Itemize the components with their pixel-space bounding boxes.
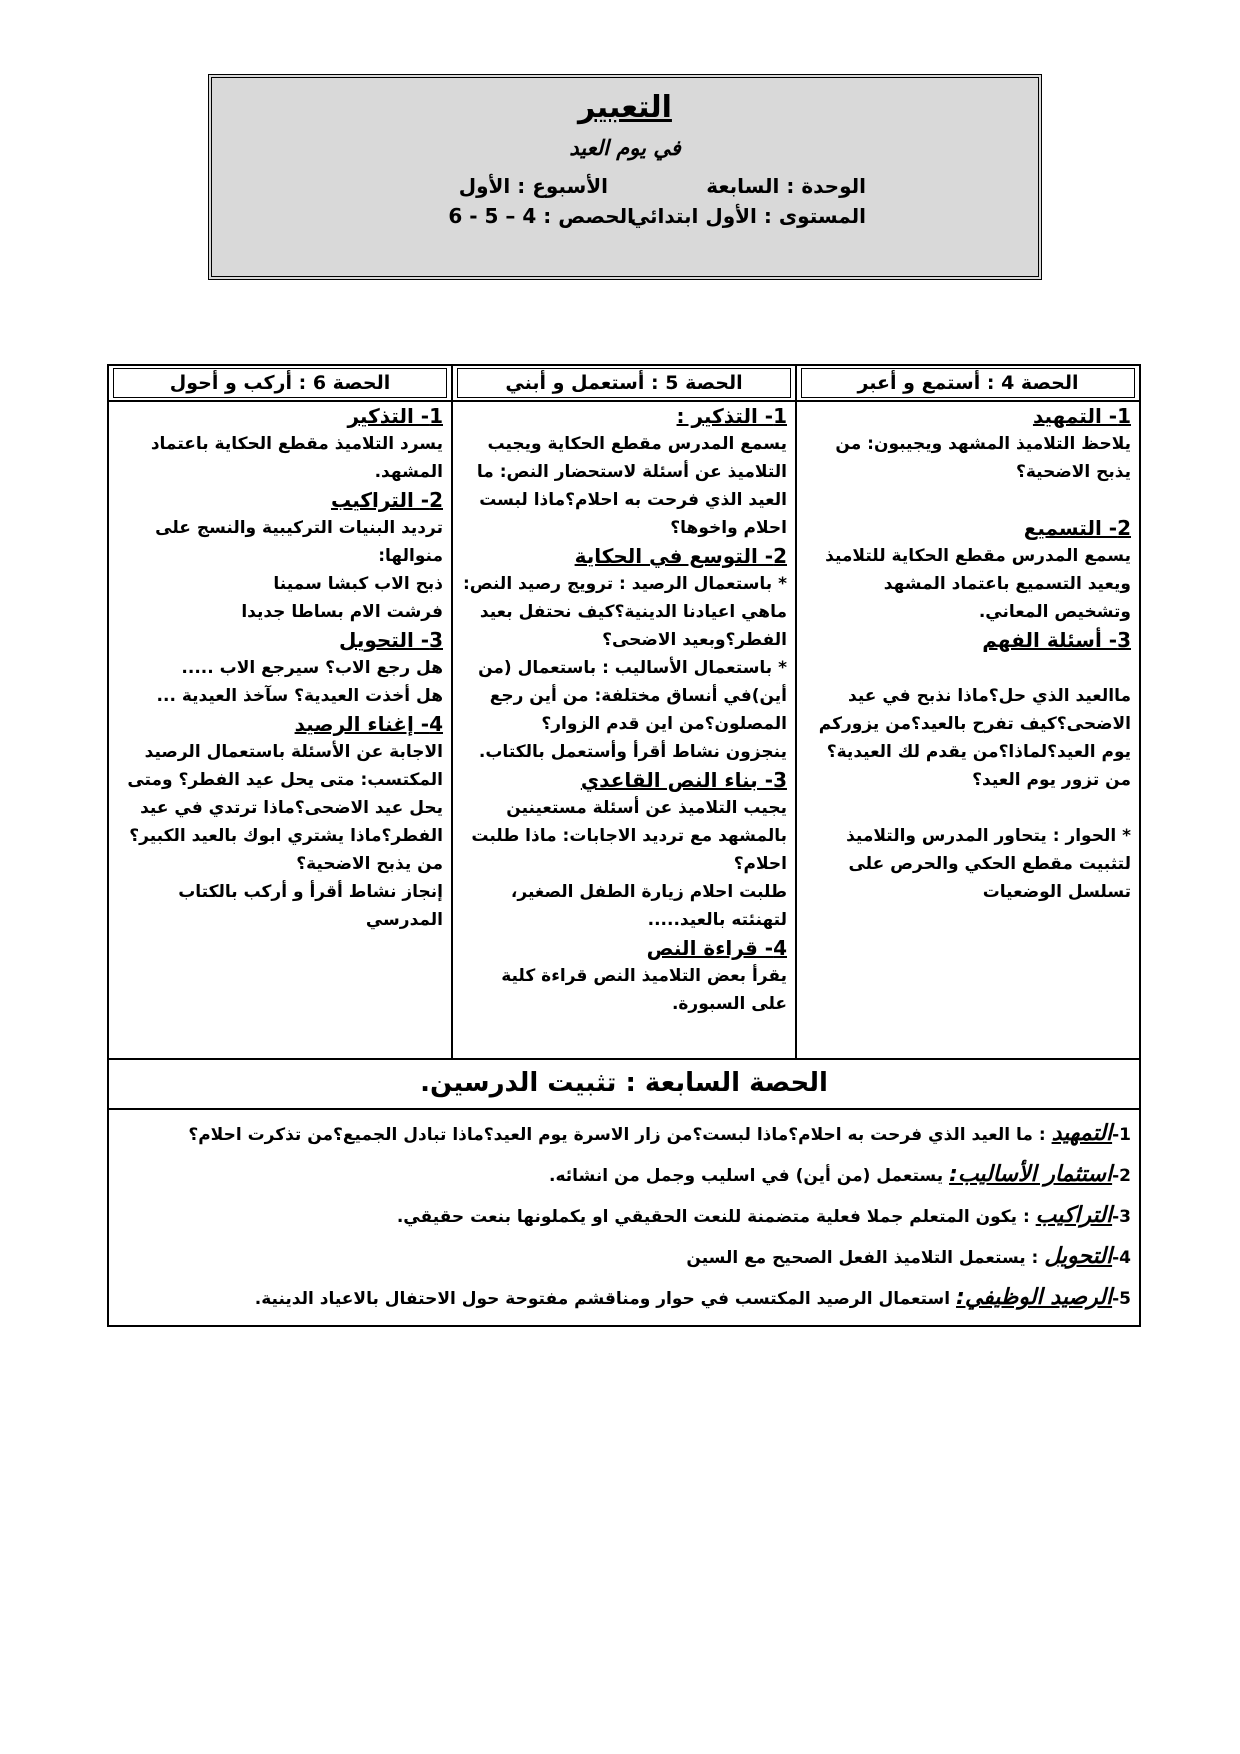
c6-s4-title: 4- إغناء الرصيد <box>294 712 443 736</box>
seventh-row: 5-الرصيد الوظيفي: استعمال الرصيد المكتسب في حوار ومناقشم مفتوحة حول الاحتفال بالاعياد الدينية. <box>254 1285 1131 1310</box>
c4-s4-text: * الحوار : يتحاور المدرس والتلاميذ لتثبيت مقطع الحكي والحرص على تسلسل الوضعيات <box>846 826 1131 902</box>
c6-s4-text: الاجابة عن الأسئلة باستعمال الرصيد المكتسب: متى يحل عيد الفطر؟ ومتى يحل عيد الاضحى؟ماذا ترتدي في عيد الفطر؟ماذا يشتري ابوك بالعيد الكبير؟ من يذبح الاضحية؟ <box>127 742 443 874</box>
c6-s4-text2: إنجاز نشاط أقرأ و أركب بالكتاب المدرسي <box>178 882 443 930</box>
c5-s4-title: 4- قراءة النص <box>646 936 787 960</box>
c6-s1-title: 1- التذكير <box>347 404 443 428</box>
c5-s3-title: 3- بناء النص القاعدي <box>580 768 787 792</box>
c6-s3-ex2: هل أخذت العيدية؟ سآخذ العيدية ... <box>156 686 443 706</box>
seventh-row: 2-استثمار الأساليب: يستعمل (من أين) في اسليب وجمل من انشائه. <box>548 1162 1131 1187</box>
c5-s1-title: 1- التذكير : <box>676 404 787 428</box>
seventh-row: 4-التحويل : يستعمل التلاميذ الفعل الصحيح مع السين <box>686 1244 1131 1269</box>
c6-s2-title: 2- التراكيب <box>331 488 443 512</box>
unit-label: الوحدة : السابعة <box>706 174 866 198</box>
level-label: المستوى : الأول ابتدائي <box>629 204 866 228</box>
c5-s3-text: يجيب التلاميذ عن أسئلة مستعينين بالمشهد مع ترديد الاجابات: ماذا طلبت احلام؟ <box>471 798 787 874</box>
c5-s2-text2: * باستعمال الأساليب : باستعمال (من أين)في أنساق مختلفة: من أين رجع المصلون؟من اين قدم الزوار؟ <box>478 658 787 734</box>
seventh-session-body <box>108 1109 1140 1326</box>
c4-s3-text: ماالعيد الذي حل؟ماذا نذبح في عيد الاضحى؟كيف تفرح بالعيد؟من يزوركم يوم العيد؟لماذا؟من يقدم لك العيدية؟من تزور يوم العيد؟ <box>818 686 1131 790</box>
c5-s2-text3: ينجزون نشاط أقرأ وأستعمل بالكتاب. <box>478 742 787 762</box>
seventh-row: 3-التراكيب : يكون المتعلم جملا فعلية متضمنة للنعت الحقيقي او يكملونها بنعت حقيقي. <box>396 1203 1131 1228</box>
c6-s2-ex2: فرشت الام بساطا جديدا <box>241 602 443 622</box>
c6-s3-title: 3- التحويل <box>338 628 443 652</box>
seventh-session-title: الحصة السابعة : تثبيت الدرسين. <box>108 1059 1140 1109</box>
col-header-4: الحصة 4 : أستمع و أعبر <box>796 365 1140 401</box>
c5-s4-text: يقرأ بعض التلاميذ النص قراءة كلية على السبورة. <box>501 966 787 1014</box>
page-subtitle: في يوم العيد <box>569 136 681 160</box>
c4-s3-title: 3- أسئلة الفهم <box>982 628 1131 652</box>
seventh-row: 1-التمهيد : ما العيد الذي فرحت به احلام؟ماذا لبست؟من زار الاسرة يوم العيد؟ماذا تبادل الجميع؟من تذكرت احلام؟ <box>188 1121 1131 1146</box>
col-4-content <box>796 401 1140 1059</box>
c6-s3-ex1: هل رجع الاب؟ سيرجع الاب ..... <box>181 658 443 678</box>
col-header-6: الحصة 6 : أركب و أحول <box>108 365 452 401</box>
c4-s1-title: 1- التمهيد <box>1032 404 1131 428</box>
c5-s3-text2: طلبت احلام زيارة الطفل الصغير، لتهنئته بالعيد..... <box>510 882 787 930</box>
c4-s2-text: يسمع المدرس مقطع الحكاية للتلاميذ ويعيد التسميع باعتماد المشهد وتشخيص المعاني. <box>825 546 1131 622</box>
c5-s1-text: يسمع المدرس مقطع الحكاية ويجيب التلاميذ عن أسئلة لاستحضار النص: ما العيد الذي فرحت به احلام؟ماذا لبست احلام واخوها؟ <box>476 434 787 538</box>
lesson-table <box>107 364 1141 1327</box>
page-title: التعبير <box>578 90 672 125</box>
c4-s2-title: 2- التسميع <box>1023 516 1131 540</box>
col-header-5: الحصة 5 : أستعمل و أبني <box>452 365 796 401</box>
c6-s2-text: ترديد البنيات التركيبية والنسج على منوالها: <box>155 518 443 566</box>
header-box <box>208 74 1042 280</box>
c4-s1-text: يلاحظ التلاميذ المشهد ويجيبون: من يذبح الاضحية؟ <box>835 434 1131 482</box>
c5-s2-text1: * باستعمال الرصيد : ترويج رصيد النص: ماهي اعيادنا الدينية؟كيف نحتفل بعيد الفطر؟وبعيد الاضحى؟ <box>463 574 787 650</box>
week-label: الأسبوع : الأول <box>458 174 608 198</box>
c6-s2-ex1: ذبح الاب كبشا سمينا <box>273 574 443 594</box>
col-6-content <box>108 401 452 1059</box>
c6-s1-text: يسرد التلاميذ مقطع الحكاية باعتماد المشهد. <box>150 434 443 482</box>
col-5-content <box>452 401 796 1059</box>
c5-s2-title: 2- التوسع في الحكاية <box>574 544 787 568</box>
sessions-label: الحصص : 4 – 5 - 6 <box>448 204 634 228</box>
